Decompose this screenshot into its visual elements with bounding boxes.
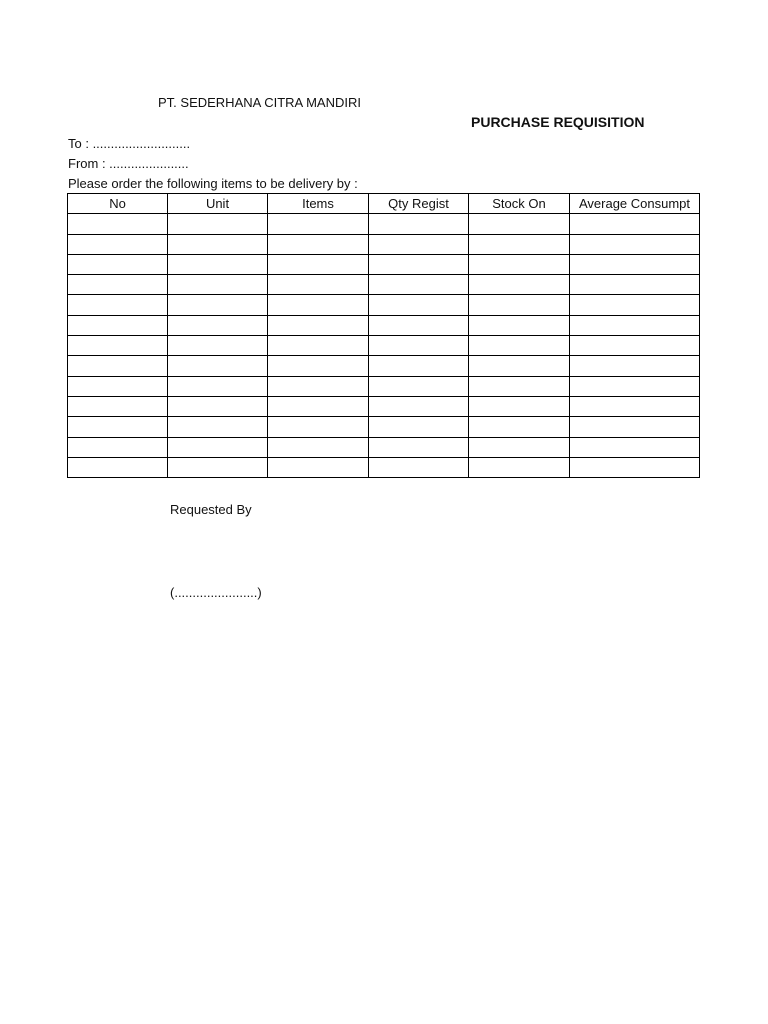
table-cell [168, 396, 268, 416]
table-row [68, 396, 700, 416]
table-row [68, 336, 700, 356]
column-header-qty-regist: Qty Regist [369, 194, 469, 214]
table-cell [68, 417, 168, 437]
table-cell [570, 457, 700, 477]
table-cell [168, 417, 268, 437]
requested-by-label: Requested By [170, 502, 252, 517]
table-row [68, 437, 700, 457]
table-cell [268, 376, 369, 396]
table-row [68, 376, 700, 396]
table-cell [570, 356, 700, 376]
table-cell [369, 214, 469, 234]
table-row [68, 417, 700, 437]
table-cell [168, 336, 268, 356]
table-row [68, 275, 700, 295]
column-header-unit: Unit [168, 194, 268, 214]
table-cell [268, 457, 369, 477]
table-cell [168, 315, 268, 335]
table-cell [570, 214, 700, 234]
table-cell [168, 457, 268, 477]
table-cell [570, 234, 700, 254]
table-cell [570, 315, 700, 335]
table-cell [570, 295, 700, 315]
column-header-items: Items [268, 194, 369, 214]
table-cell [268, 254, 369, 274]
document-title: PURCHASE REQUISITION [471, 114, 645, 130]
table-cell [469, 234, 570, 254]
table-row [68, 315, 700, 335]
table-cell [469, 315, 570, 335]
table-row [68, 457, 700, 477]
table-cell [469, 214, 570, 234]
table-cell [570, 437, 700, 457]
table-cell [570, 275, 700, 295]
table-header-row [68, 194, 700, 214]
table-cell [570, 417, 700, 437]
table-cell [68, 396, 168, 416]
order-instruction: Please order the following items to be delivery by : [68, 176, 358, 191]
table-cell [369, 457, 469, 477]
table-cell [469, 336, 570, 356]
table-cell [68, 295, 168, 315]
table-cell [268, 275, 369, 295]
table-cell [469, 295, 570, 315]
table-cell [268, 396, 369, 416]
table-body [68, 214, 700, 478]
table-cell [68, 234, 168, 254]
table-cell [168, 376, 268, 396]
to-field: To : ........................... [68, 136, 191, 151]
table-cell [469, 376, 570, 396]
table-cell [469, 356, 570, 376]
table-cell [68, 254, 168, 274]
table-cell [68, 214, 168, 234]
table-cell [268, 315, 369, 335]
table-cell [268, 356, 369, 376]
table-cell [469, 254, 570, 274]
table-cell [469, 437, 570, 457]
table-cell [469, 417, 570, 437]
table-cell [68, 275, 168, 295]
from-field: From : ...................... [68, 156, 189, 171]
table-cell [68, 376, 168, 396]
table-row [68, 214, 700, 234]
company-name: PT. SEDERHANA CITRA MANDIRI [158, 95, 361, 110]
table-cell [68, 356, 168, 376]
column-header-no: No [68, 194, 168, 214]
table-cell [570, 396, 700, 416]
table-cell [168, 437, 268, 457]
table-cell [68, 437, 168, 457]
table-cell [469, 457, 570, 477]
signature-line: (.......................) [170, 585, 262, 600]
table-cell [369, 376, 469, 396]
table-row [68, 254, 700, 274]
table-cell [68, 315, 168, 335]
table-cell [168, 295, 268, 315]
table-cell [369, 437, 469, 457]
table-cell [268, 214, 369, 234]
table-cell [369, 356, 469, 376]
table-cell [68, 457, 168, 477]
table-row [68, 234, 700, 254]
table-cell [369, 315, 469, 335]
table-row [68, 356, 700, 376]
table-cell [369, 275, 469, 295]
table-cell [268, 417, 369, 437]
table-cell [369, 417, 469, 437]
table-cell [570, 336, 700, 356]
table-row [68, 295, 700, 315]
table-cell [570, 376, 700, 396]
column-header-average-consumpt: Average Consumpt [570, 194, 700, 214]
table-cell [369, 234, 469, 254]
table-cell [469, 396, 570, 416]
table-cell [469, 275, 570, 295]
table-cell [570, 254, 700, 274]
table-cell [268, 437, 369, 457]
table-cell [168, 234, 268, 254]
table-cell [369, 336, 469, 356]
table-cell [268, 234, 369, 254]
table-cell [369, 396, 469, 416]
column-header-stock-on: Stock On [469, 194, 570, 214]
table-cell [168, 356, 268, 376]
table-cell [268, 295, 369, 315]
table-cell [68, 336, 168, 356]
table-cell [369, 254, 469, 274]
table-cell [168, 214, 268, 234]
table-cell [168, 254, 268, 274]
requisition-table [67, 193, 700, 478]
table-cell [369, 295, 469, 315]
table-cell [168, 275, 268, 295]
table-cell [268, 336, 369, 356]
